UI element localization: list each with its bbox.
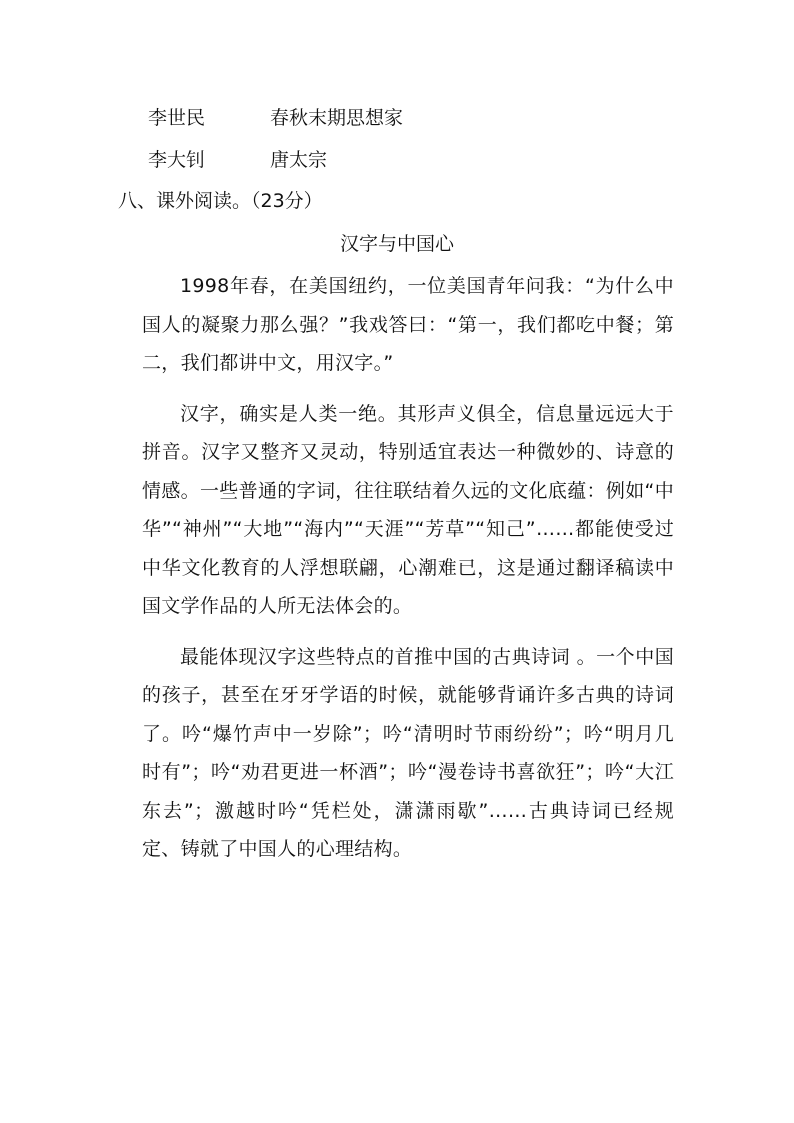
matching-row [148, 146, 327, 174]
matching-left-item: 李世民 [148, 107, 206, 129]
matching-right-item: 唐太宗 [270, 149, 328, 171]
article-title: 汉字与中国心 [339, 233, 454, 255]
matching-row [148, 104, 403, 132]
article-paragraph: 最能体现汉字这些特点的首推中国的古典诗词 。一个中国的孩子，甚至在牙牙学语的时候，就能够背诵许多古典的诗词了。吟“爆竹声中一岁除”；吟“清明时节雨纷纷”；吟“明月几时有”；吟“劝君更进一杯酒”；吟“漫卷诗书喜欲狂”；吟“大江东去”；激越时吟“凭栏处，潇潇雨歇”……古典诗词已经规定、铸就了中国人的心理结构。 [142, 645, 674, 860]
matching-right-item: 春秋末期思想家 [270, 107, 404, 129]
section-heading: 八、课外阅读。（23分） [118, 190, 323, 212]
article-paragraph: 1998年春，在美国纽约，一位美国青年问我：“为什么中国人的凝聚力那么强？”我戏答曰：“第一，我们都吃中餐；第二，我们都讲中文，用汉字。” [142, 275, 674, 374]
article-paragraph: 汉字，确实是人类一绝。其形声义俱全，信息量远远大于拼音。汉字又整齐又灵动，特别适宜表达一种微妙的、诗意的情感。一些普通的字词，往往联结着久远的文化底蕴：例如“中华”“神州”“大地”“海内”“天涯”“芳草”“知己”……都能使受过中华文化教育的人浮想联翩，心潮难已，这是通过翻译稿读中国文学作品的人所无法体会的。 [142, 402, 674, 617]
article-body [142, 267, 674, 881]
matching-left-item: 李大钊 [148, 149, 206, 171]
